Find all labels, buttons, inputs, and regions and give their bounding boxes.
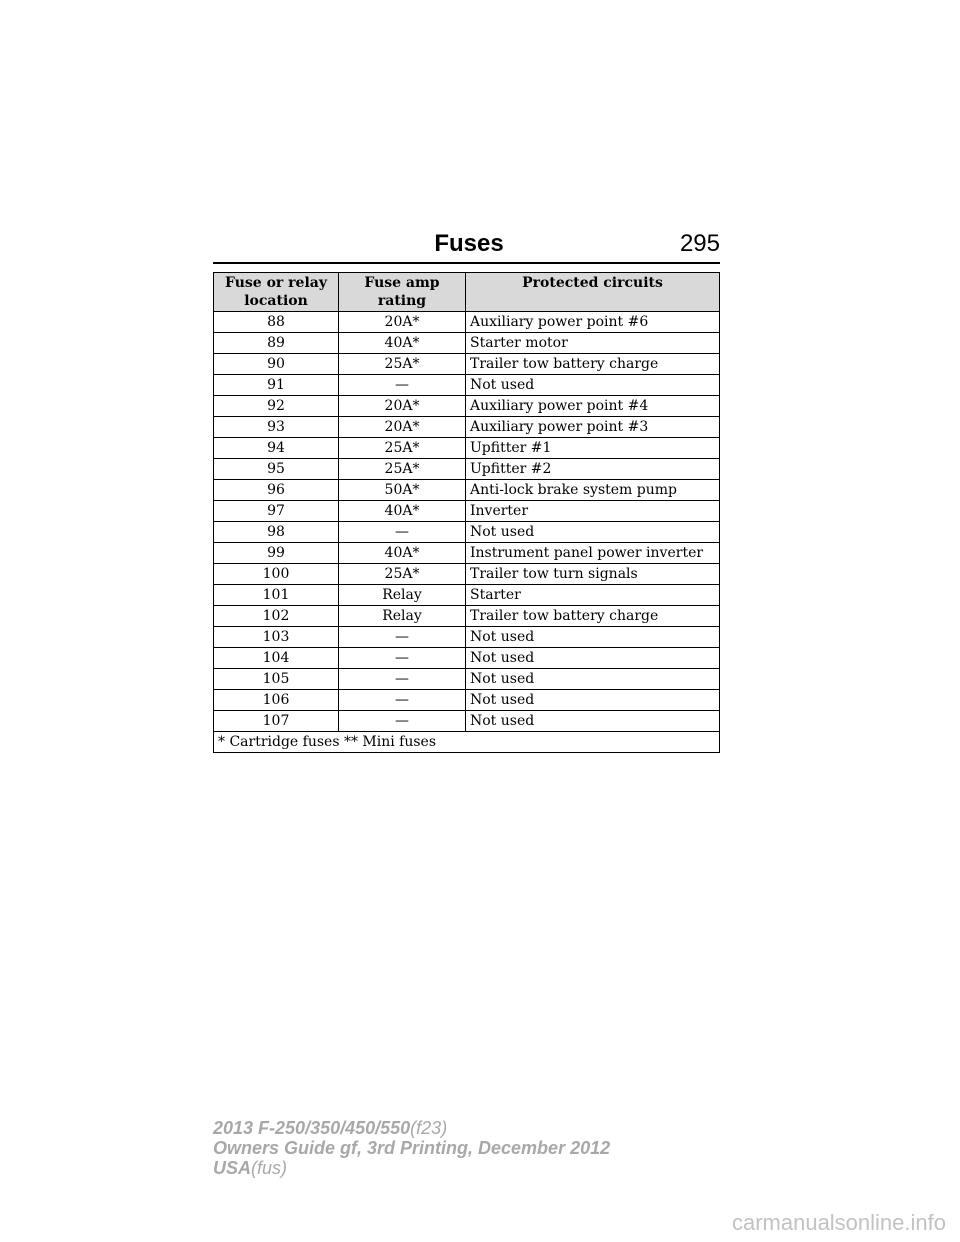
cell-amp-rating: Relay — [339, 606, 466, 627]
table-row — [214, 648, 720, 669]
table-header-row — [214, 273, 720, 312]
cell-amp-rating: 25A* — [339, 564, 466, 585]
table-row — [214, 333, 720, 354]
cell-location: 92 — [214, 396, 339, 417]
page-header — [213, 230, 720, 262]
cell-location: 95 — [214, 459, 339, 480]
table-row — [214, 375, 720, 396]
page-footer — [213, 1118, 610, 1178]
cell-protected-circuit: Not used — [466, 711, 720, 732]
cell-amp-rating: — — [339, 375, 466, 396]
cell-protected-circuit: Not used — [466, 627, 720, 648]
cell-amp-rating: Relay — [339, 585, 466, 606]
table-row — [214, 711, 720, 732]
footer-market: USA — [213, 1158, 252, 1178]
footer-line-edition: Owners Guide gf, 3rd Printing, December 2012 — [213, 1138, 611, 1158]
section-title: Fuses — [434, 230, 504, 257]
cell-location: 98 — [214, 522, 339, 543]
cell-location: 105 — [214, 669, 339, 690]
cell-amp-rating: 20A* — [339, 312, 466, 333]
cell-protected-circuit: Upfitter #1 — [466, 438, 720, 459]
cell-amp-rating: 25A* — [339, 438, 466, 459]
footer-model-code: (f23) — [410, 1118, 448, 1138]
cell-amp-rating: 20A* — [339, 417, 466, 438]
watermark: carmanualsonline.info — [731, 1210, 946, 1235]
header-rule — [213, 262, 720, 264]
footnote-row — [214, 732, 720, 753]
table-row — [214, 522, 720, 543]
cell-location: 91 — [214, 375, 339, 396]
cell-protected-circuit: Anti-lock brake system pump — [466, 480, 720, 501]
cell-location: 107 — [214, 711, 339, 732]
table-row — [214, 312, 720, 333]
cell-amp-rating: — — [339, 522, 466, 543]
cell-location: 101 — [214, 585, 339, 606]
table-row — [214, 627, 720, 648]
cell-protected-circuit: Starter motor — [466, 333, 720, 354]
table-row — [214, 543, 720, 564]
table-row — [214, 501, 720, 522]
cell-protected-circuit: Auxiliary power point #4 — [466, 396, 720, 417]
cell-amp-rating: — — [339, 690, 466, 711]
cell-protected-circuit: Auxiliary power point #6 — [466, 312, 720, 333]
cell-location: 94 — [214, 438, 339, 459]
cell-protected-circuit: Trailer tow battery charge — [466, 606, 720, 627]
cell-amp-rating: — — [339, 669, 466, 690]
table-footnote: * Cartridge fuses ** Mini fuses — [214, 732, 720, 753]
cell-amp-rating: 50A* — [339, 480, 466, 501]
cell-protected-circuit: Inverter — [466, 501, 720, 522]
cell-amp-rating: 25A* — [339, 354, 466, 375]
cell-amp-rating: 40A* — [339, 333, 466, 354]
cell-protected-circuit: Upfitter #2 — [466, 459, 720, 480]
cell-protected-circuit: Not used — [466, 648, 720, 669]
cell-protected-circuit: Trailer tow battery charge — [466, 354, 720, 375]
cell-location: 88 — [214, 312, 339, 333]
table-row — [214, 585, 720, 606]
column-header-amp-rating: Fuse amp rating — [339, 273, 466, 312]
cell-location: 99 — [214, 543, 339, 564]
table-row — [214, 669, 720, 690]
footer-line-market — [213, 1158, 610, 1178]
cell-location: 106 — [214, 690, 339, 711]
cell-location: 102 — [214, 606, 339, 627]
table-row — [214, 690, 720, 711]
cell-protected-circuit: Trailer tow turn signals — [466, 564, 720, 585]
cell-amp-rating: — — [339, 648, 466, 669]
cell-protected-circuit: Starter — [466, 585, 720, 606]
table-row — [214, 354, 720, 375]
cell-amp-rating: — — [339, 711, 466, 732]
table-row — [214, 396, 720, 417]
cell-location: 89 — [214, 333, 339, 354]
footer-market-code: (fus) — [251, 1158, 288, 1178]
cell-location: 97 — [214, 501, 339, 522]
cell-protected-circuit: Not used — [466, 669, 720, 690]
footer-line-model — [213, 1118, 610, 1138]
cell-amp-rating: 20A* — [339, 396, 466, 417]
cell-amp-rating: 40A* — [339, 543, 466, 564]
cell-protected-circuit: Not used — [466, 690, 720, 711]
cell-location: 100 — [214, 564, 339, 585]
column-header-location: Fuse or relay location — [214, 273, 339, 312]
cell-protected-circuit: Instrument panel power inverter — [466, 543, 720, 564]
cell-location: 90 — [214, 354, 339, 375]
page-number: 295 — [679, 230, 720, 257]
table-row — [214, 417, 720, 438]
cell-protected-circuit: Auxiliary power point #3 — [466, 417, 720, 438]
cell-amp-rating: — — [339, 627, 466, 648]
footer-model: 2013 F-250/350/450/550 — [213, 1118, 411, 1138]
cell-location: 104 — [214, 648, 339, 669]
cell-amp-rating: 25A* — [339, 459, 466, 480]
table-row — [214, 438, 720, 459]
cell-amp-rating: 40A* — [339, 501, 466, 522]
cell-location: 96 — [214, 480, 339, 501]
fuse-table — [213, 272, 720, 753]
cell-location: 103 — [214, 627, 339, 648]
cell-protected-circuit: Not used — [466, 375, 720, 396]
table-row — [214, 564, 720, 585]
table-row — [214, 459, 720, 480]
column-header-protected-circuits: Protected circuits — [466, 273, 720, 312]
cell-location: 93 — [214, 417, 339, 438]
cell-protected-circuit: Not used — [466, 522, 720, 543]
table-row — [214, 606, 720, 627]
table-row — [214, 480, 720, 501]
